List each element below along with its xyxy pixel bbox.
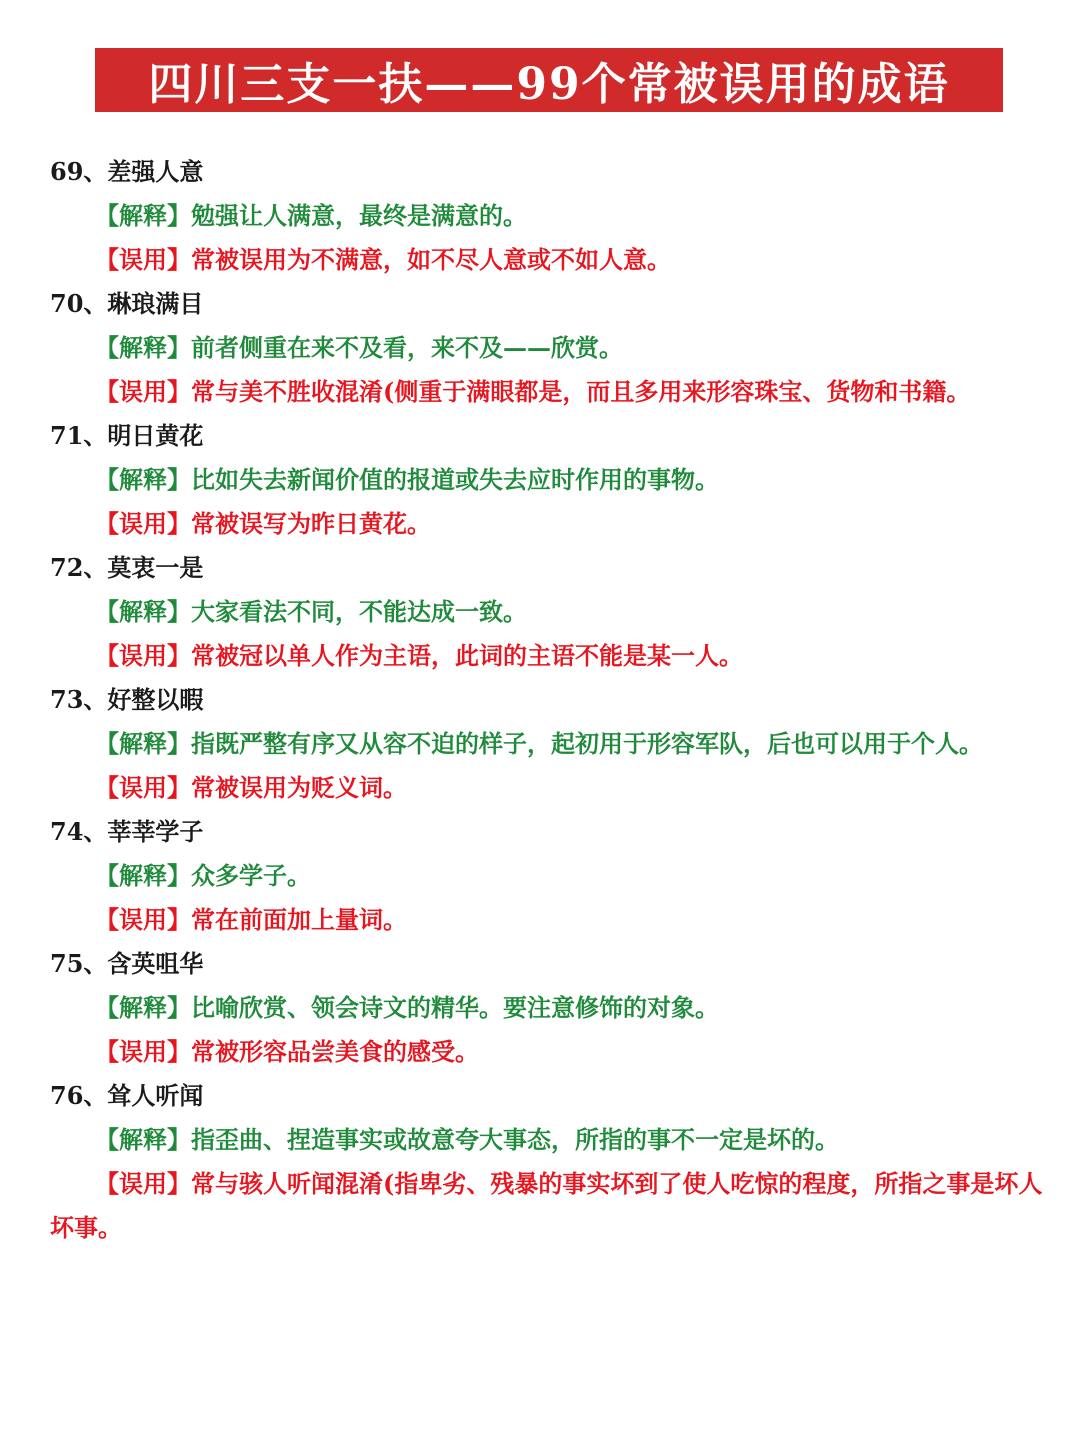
idiom-misuse: 【误用】常被误用为贬义词。 [95, 773, 407, 802]
idiom-explanation: 【解释】勉强让人满意，最终是满意的。 [95, 201, 527, 230]
idiom-entry [50, 678, 1050, 810]
idiom-heading: 69、差强人意 [50, 157, 204, 186]
idiom-heading: 72、莫衷一是 [50, 553, 204, 582]
idiom-misuse: 【误用】常与骇人听闻混淆(指卑劣、残暴的事实坏到了使人吃惊的程度，所指之事是坏人坏事。 [50, 1169, 1043, 1242]
idiom-heading: 76、耸人听闻 [50, 1081, 204, 1110]
idiom-misuse: 【误用】常与美不胜收混淆(侧重于满眼都是，而且多用来形容珠宝、货物和书籍。 [95, 377, 971, 406]
idiom-heading: 73、好整以暇 [50, 685, 204, 714]
idiom-explanation: 【解释】前者侧重在来不及看，来不及——欣赏。 [95, 333, 623, 362]
idiom-explanation: 【解释】比喻欣赏、领会诗文的精华。要注意修饰的对象。 [95, 993, 719, 1022]
idiom-misuse: 【误用】常被冠以单人作为主语，此词的主语不能是某一人。 [95, 641, 743, 670]
idiom-entry [50, 150, 1050, 282]
idiom-entry [50, 546, 1050, 678]
title-banner [95, 48, 1003, 112]
idiom-entry [50, 810, 1050, 942]
idiom-list [50, 150, 1050, 1250]
idiom-entry [50, 414, 1050, 546]
idiom-misuse: 【误用】常被误写为昨日黄花。 [95, 509, 431, 538]
idiom-heading: 70、琳琅满目 [50, 289, 204, 318]
idiom-entry [50, 1074, 1050, 1250]
idiom-misuse: 【误用】常在前面加上量词。 [95, 905, 407, 934]
idiom-explanation: 【解释】指既严整有序又从容不迫的样子，起初用于形容军队，后也可以用于个人。 [95, 729, 983, 758]
page-title: 四川三支一扶——99个常被误用的成语 [148, 59, 950, 110]
idiom-misuse: 【误用】常被形容品尝美食的感受。 [95, 1037, 479, 1066]
idiom-heading: 71、明日黄花 [50, 421, 204, 450]
idiom-entry [50, 282, 1050, 414]
idiom-explanation: 【解释】众多学子。 [95, 861, 311, 890]
idiom-explanation: 【解释】大家看法不同，不能达成一致。 [95, 597, 527, 626]
idiom-misuse: 【误用】常被误用为不满意，如不尽人意或不如人意。 [95, 245, 671, 274]
idiom-heading: 75、含英咀华 [50, 949, 204, 978]
idiom-explanation: 【解释】指歪曲、捏造事实或故意夸大事态，所指的事不一定是坏的。 [95, 1125, 839, 1154]
idiom-explanation: 【解释】比如失去新闻价值的报道或失去应时作用的事物。 [95, 465, 719, 494]
idiom-entry [50, 942, 1050, 1074]
idiom-heading: 74、莘莘学子 [50, 817, 204, 846]
